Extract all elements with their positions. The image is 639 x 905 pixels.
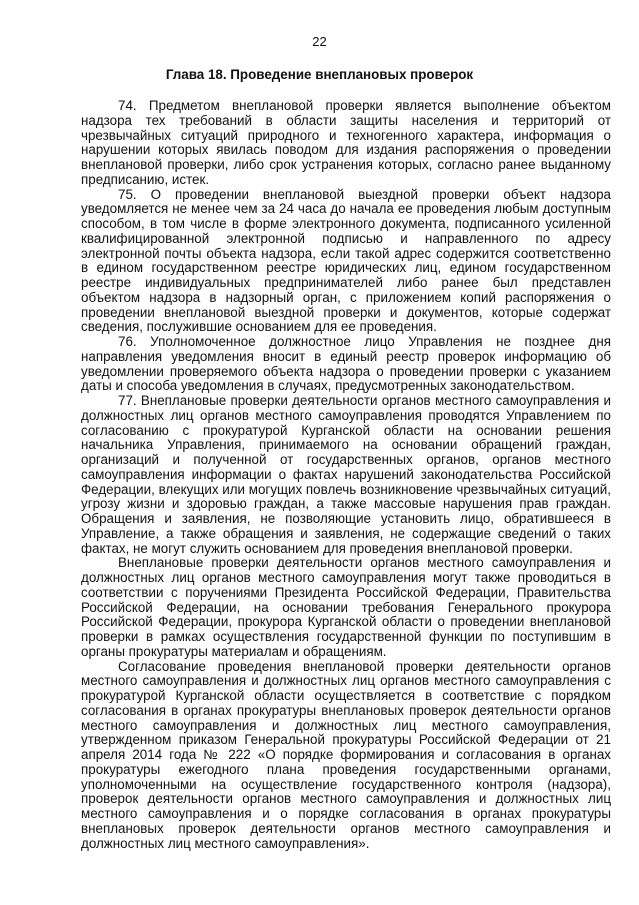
paragraph-77-continuation-2: Согласование проведения внеплановой проверки деятельности органов местного самоуправления и должностных лиц органов местного самоуправления с прокуратурой Курганской области осуществляется в соответствие с порядком согласования в органах прокуратуры внеплановых проверок деятельности органов местного самоуправления и должностных лиц местного самоуправления, утвержденном приказом Генеральной прокуратуры Российской Федерации от 21 апреля 2014 года № 222 «О порядке формирования и согласования в органах прокуратуры ежегодного плана проведения государственными органами, уполномоченными на осуществление государственного контроля (надзора), проверок деятельности органов местного самоуправления и должностных лиц местного самоуправления и о порядке согласования в органах прокуратуры внеплановых проверок деятельности органов местного самоуправления и должностных лиц местного самоуправления». — [81, 658, 611, 851]
chapter-title: Глава 18. Проведение внеплановых проверок — [165, 67, 474, 82]
document-body — [81, 99, 611, 851]
page-number: 22 — [312, 34, 327, 49]
paragraph-77-continuation-1: Внеплановые проверки деятельности органов местного самоуправления и должностных лиц органов местного самоуправления могут также проводиться в соответствии с поручениями Президента Российской Федерации, Правительства Российской Федерации, на основании требования Генерального прокурора Российской Федерации, прокурора Курганской области о проведении внеплановой проверки в рамках осуществления государственной функции по поступившим в органы прокуратуры материалам и обращениям. — [81, 555, 611, 659]
paragraph-75: 75. О проведении внеплановой выездной проверки объект надзора уведомляется не менее чем за 24 часа до начала ее проведения любым доступным способом, в том числе в форме электронного документа, подписанного усиленной квалифицированной электронной подписью и направленного по адресу электронной почты объекта надзора, если такой адрес содержится соответственно в едином государственном реестре юридических лиц, едином государственном реестре индивидуальных предпринимателей либо ранее был представлен объектом надзора в надзорный орган, с приложением копий распоряжения о проведении внеплановой выездной проверки и документов, которые содержат сведения, послужившие основанием для ее проведения. — [81, 186, 611, 335]
paragraph-77: 77. Внеплановые проверки деятельности органов местного самоуправления и должностных лиц органов местного самоуправления проводятся Управлением по согласованию с прокуратурой Курганской области на основании решения начальника Управления, принимаемого на основании обращений граждан, организаций и полученной от государственных органов, органов местного самоуправления информации о фактах нарушений законодательства Российской Федерации, влекущих или могущих повлечь возникновение чрезвычайных ситуаций, угрозу жизни и здоровью граждан, а также массовые нарушения прав граждан. Обращения и заявления, не позволяющие установить лицо, обратившееся в Управление, а также обращения и заявления, не содержащие сведений о таких фактах, не могут служить основанием для проведения внеплановой проверки. — [81, 393, 611, 556]
paragraph-74: 74. Предметом внеплановой проверки является выполнение объектом надзора тех требований в области защиты населения и территорий от чрезвычайных ситуаций природного и техногенного характера, информация о нарушении которых явилась поводом для издания распоряжения о проведении внеплановой проверки, либо срок устранения которых, согласно ранее выданному предписанию, истек. — [81, 98, 611, 187]
paragraph-76: 76. Уполномоченное должностное лицо Управления не позднее дня направления уведомления вносит в единый реестр проверок информацию об уведомлении проверяемого объекта надзора о проведении проверки с указанием даты и способа уведомления в случаях, предусмотренных законодательством. — [81, 334, 611, 394]
